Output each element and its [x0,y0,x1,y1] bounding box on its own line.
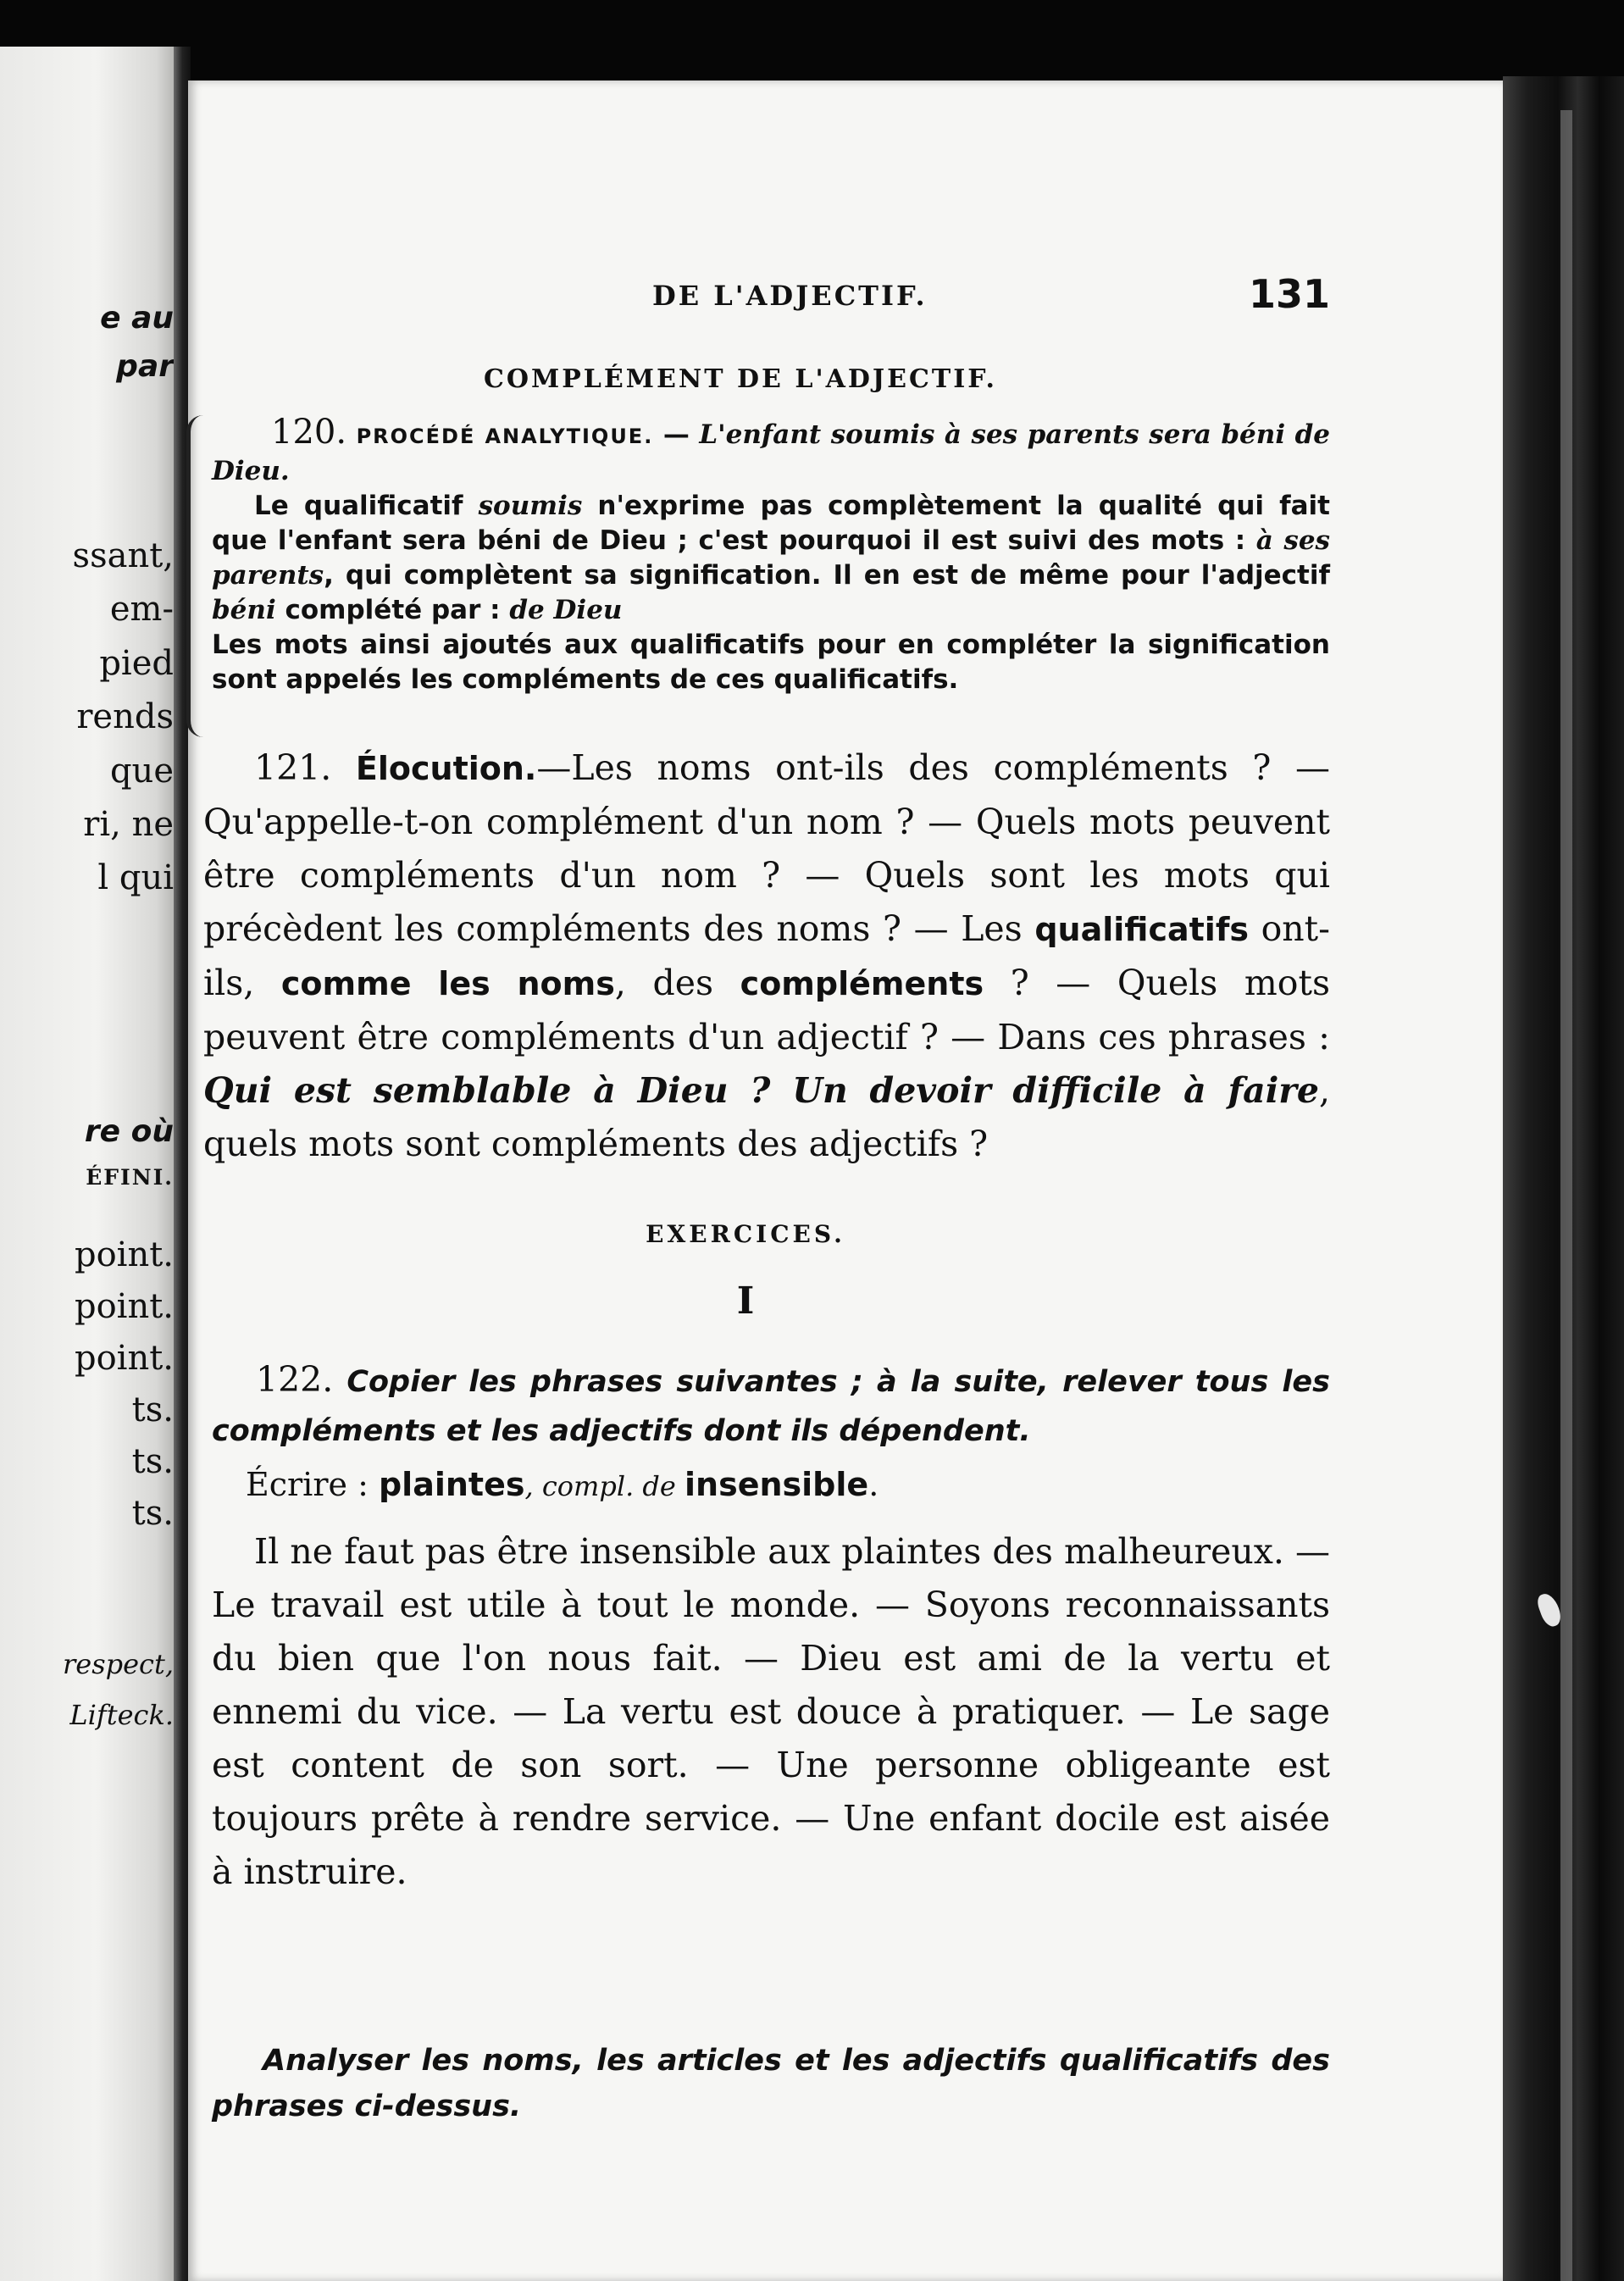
paragraph-label: Élocution. [355,750,537,787]
left-fragment: ts. [131,1390,174,1429]
bold-word: qualificatifs [1034,911,1249,948]
left-fragment: ÉFINI. [86,1165,174,1190]
text: , qui complètent sa signification. Il en est de même pour l'adjectif [324,560,1330,591]
paragraph-number: 121. [254,747,332,788]
left-fragment: pied [99,644,174,683]
example-line [246,1466,879,1503]
paragraph-number: 120. [271,413,347,452]
text: Le qualificatif [254,491,479,521]
left-fragment: point. [74,1235,174,1274]
left-fragment: rends [76,697,174,736]
scan-top-border [0,0,1624,78]
dash: — [653,419,700,450]
text: —Les noms ont-ils des compléments ? — Qu'appelle-t-on complément d'un nom ? — Quels mots peuvent être compléments d'un nom ? — Quels sont les mots qui précèdent les compléments des noms ? — Les [203,747,1330,949]
analysis-instruction: Analyser les noms, les articles et les adjectifs qualificatifs des phrases ci-dessus. [212,2044,1330,2123]
page-header [212,271,1330,322]
italic-word: soumis [478,491,583,521]
left-fragment: ri, ne [83,805,174,844]
left-fragment: e au [100,301,174,336]
bold-word: comme les noms [280,965,615,1002]
paragraph-label: PROCÉDÉ ANALYTIQUE. [356,425,654,448]
left-fragment: Lifteck. [69,1699,174,1731]
left-fragment: ssant, [72,536,174,575]
left-fragment: respect, [62,1648,174,1680]
ecrire-label: Écrire : [246,1466,379,1503]
running-head: DE L'ADJECTIF. [652,280,928,312]
roman-numeral: I [736,1279,755,1323]
left-fragment: point. [74,1287,174,1326]
period: . [868,1466,879,1503]
compl-label: , compl. de [524,1470,685,1502]
text: , des [614,963,740,1003]
left-fragment: que [109,752,174,791]
italic-word: à ses parents [212,525,1330,591]
section-title: COMPLÉMENT DE L'ADJECTIF. [484,364,997,394]
left-fragment: re où [84,1114,174,1149]
text: n'exprime pas complètement la qualité qui fait que l'enfant sera béni de Dieu ; c'est pourquoi il est suivi des mots : [212,491,1330,556]
italic-word: béni [212,595,276,625]
page-number: 131 [1248,271,1330,317]
bold-word: insensible [685,1466,869,1503]
exercises-heading: EXERCICES. [646,1220,845,1248]
bold-word: plaintes [378,1466,525,1503]
example-sentence: L'enfant soumis à ses parents sera béni de Dieu. [212,419,1330,486]
facing-page-edge [0,47,174,2281]
curly-brace-mark [186,415,211,737]
left-fragment: par [116,349,174,384]
text: , quels mots sont compléments des adjectifs ? [203,1070,1330,1164]
left-fragment: l qui [97,858,174,897]
left-fragment: point. [74,1339,174,1378]
paragraph-number: 122. [256,1359,334,1400]
page-131 [188,80,1503,2281]
paragraph-121 [203,741,1330,1171]
italic-phrase: Qui est semblable à Dieu ? Un devoir difficile à faire [203,1070,1319,1111]
instruction-text: Copier les phrases suivantes ; à la suite, relever tous les compléments et les adjectifs dont ils dépendent. [212,1365,1330,1448]
left-fragment: em- [109,590,174,629]
text: complété par : [275,595,510,625]
italic-word: de Dieu [509,595,623,625]
paragraph-122-instruction [212,1356,1330,1455]
exercise-sentences: Il ne faut pas être insensible aux plaintes des malheureux. — Le travail est utile à tout le monde. — Soyons reconnaissants du bien que l'on nous fait. — Dieu est ami de la vertu et ennemi du vice. — La vertu est douce à pratiquer. — Le sage est content de son sort. — Une personne obligeante est toujours prête à rendre service. — Une enfant docile est aisée à instruire. [212,1531,1330,1892]
left-fragment: ts. [131,1494,174,1533]
bold-word: compléments [740,965,984,1002]
text: ont-ils, [203,908,1331,1003]
text: ? — Quels mots peuvent être compléments d'un adjectif ? — Dans ces phrases : [203,963,1330,1057]
paragraph-120 [212,415,1330,697]
definition-text: Les mots ainsi ajoutés aux qualificatifs pour en compléter la signification sont appelés les compléments de ces qualificatifs. [212,630,1330,695]
page-stack-strip [1560,110,1572,2281]
left-fragment: ts. [131,1442,174,1481]
